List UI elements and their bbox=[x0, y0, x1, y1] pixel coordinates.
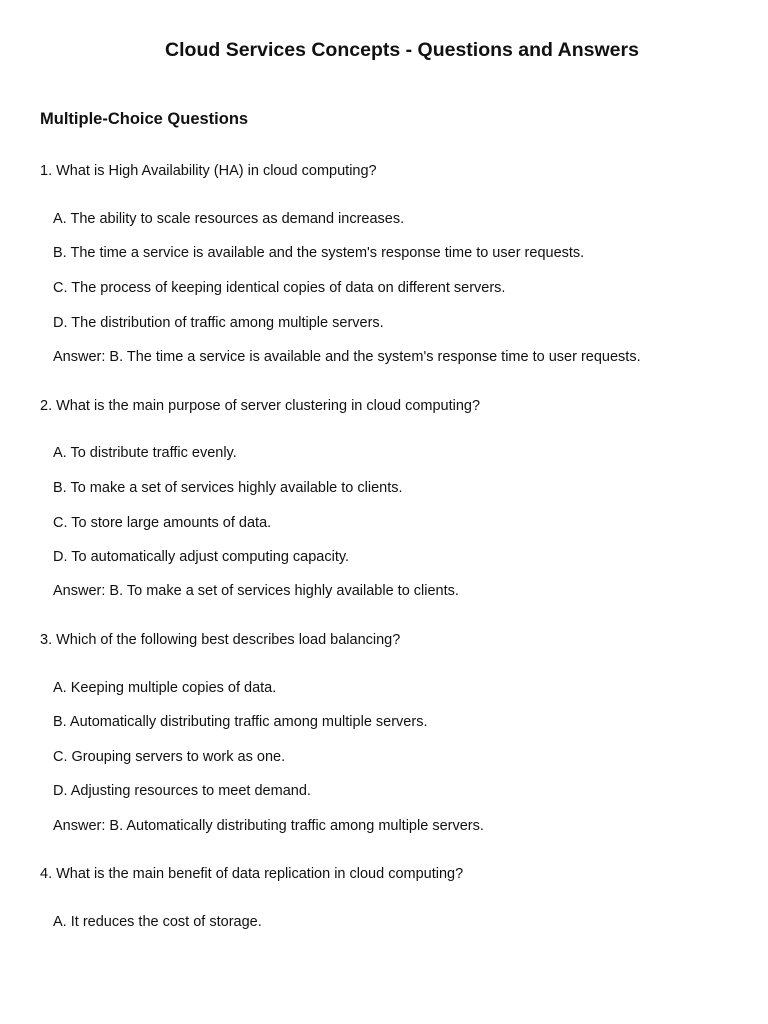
option-a: A. To distribute traffic evenly. bbox=[53, 445, 237, 461]
answer-text: Answer: B. The time a service is available and the system's response time to user requests. bbox=[53, 349, 641, 365]
section-heading: Multiple-Choice Questions bbox=[40, 110, 249, 128]
question-text: 3. Which of the following best describes load balancing? bbox=[40, 632, 401, 648]
option-a: A. The ability to scale resources as demand increases. bbox=[53, 211, 405, 227]
document-title: Cloud Services Concepts - Questions and Answers bbox=[165, 39, 639, 61]
option-b: B. To make a set of services highly available to clients. bbox=[53, 480, 403, 496]
option-d: D. To automatically adjust computing capacity. bbox=[53, 549, 350, 565]
answer-text: Answer: B. To make a set of services highly available to clients. bbox=[53, 583, 459, 599]
option-c: C. The process of keeping identical copies of data on different servers. bbox=[53, 280, 506, 296]
option-a: A. It reduces the cost of storage. bbox=[53, 914, 262, 930]
answer-text: Answer: B. Automatically distributing traffic among multiple servers. bbox=[53, 818, 484, 834]
question-text: 2. What is the main purpose of server clustering in cloud computing? bbox=[40, 398, 481, 414]
option-a: A. Keeping multiple copies of data. bbox=[53, 680, 277, 696]
question-text: 4. What is the main benefit of data replication in cloud computing? bbox=[40, 866, 464, 882]
question-text: 1. What is High Availability (HA) in cloud computing? bbox=[40, 163, 377, 179]
option-c: C. To store large amounts of data. bbox=[53, 515, 272, 531]
option-d: D. Adjusting resources to meet demand. bbox=[53, 783, 311, 799]
option-b: B. The time a service is available and the system's response time to user requests. bbox=[53, 245, 585, 261]
option-c: C. Grouping servers to work as one. bbox=[53, 749, 286, 765]
option-b: B. Automatically distributing traffic among multiple servers. bbox=[53, 714, 428, 730]
option-d: D. The distribution of traffic among multiple servers. bbox=[53, 315, 384, 331]
